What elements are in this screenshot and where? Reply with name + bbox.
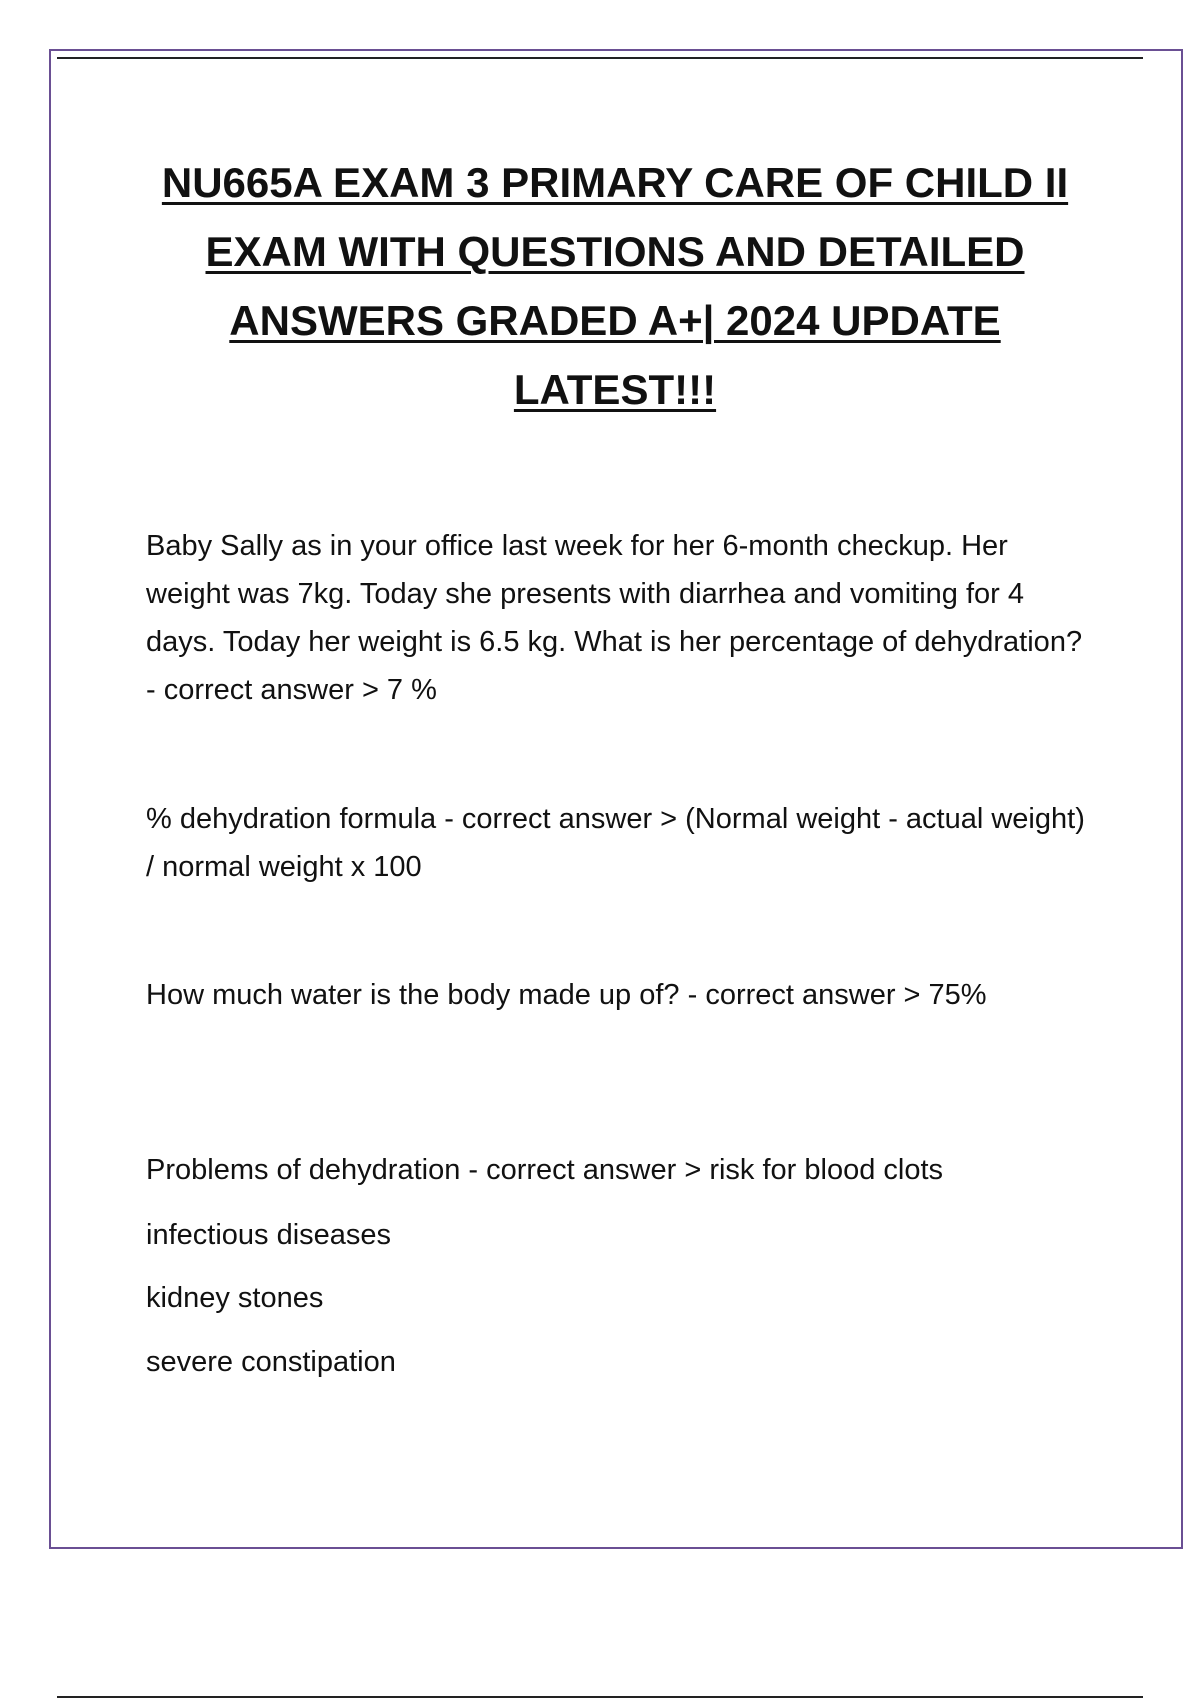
document-title: NU665A EXAM 3 PRIMARY CARE OF CHILD II EXAM WITH QUESTIONS AND DETAILED ANSWERS GRADED A+| 2024 UPDATE LATEST!!!: [161, 159, 1069, 413]
header-rule: [57, 57, 1143, 59]
qa-item-body-water: How much water is the body made up of? - correct answer > 75%: [146, 979, 987, 1011]
answer-list-item: severe constipation: [146, 1346, 396, 1378]
answer-list-item: infectious diseases: [146, 1219, 392, 1251]
answer-list-item: kidney stones: [146, 1282, 324, 1314]
footer-rule: [57, 1696, 1143, 1698]
qa-item-dehydration-percentage: Baby Sally as in your office last week for her 6-month checkup. Her weight was 7kg. Today she presents with diarrhea and vomiting for 4 days. Today her weight is 6.5 kg. What is her percentage of dehydration? - correct answer > 7 %: [146, 530, 1083, 706]
qa-item-dehydration-formula: % dehydration formula - correct answer > (Normal weight - actual weight) / normal weight x 100: [146, 803, 1085, 883]
qa-item-dehydration-problems: Problems of dehydration - correct answer > risk for blood clots: [146, 1154, 944, 1186]
